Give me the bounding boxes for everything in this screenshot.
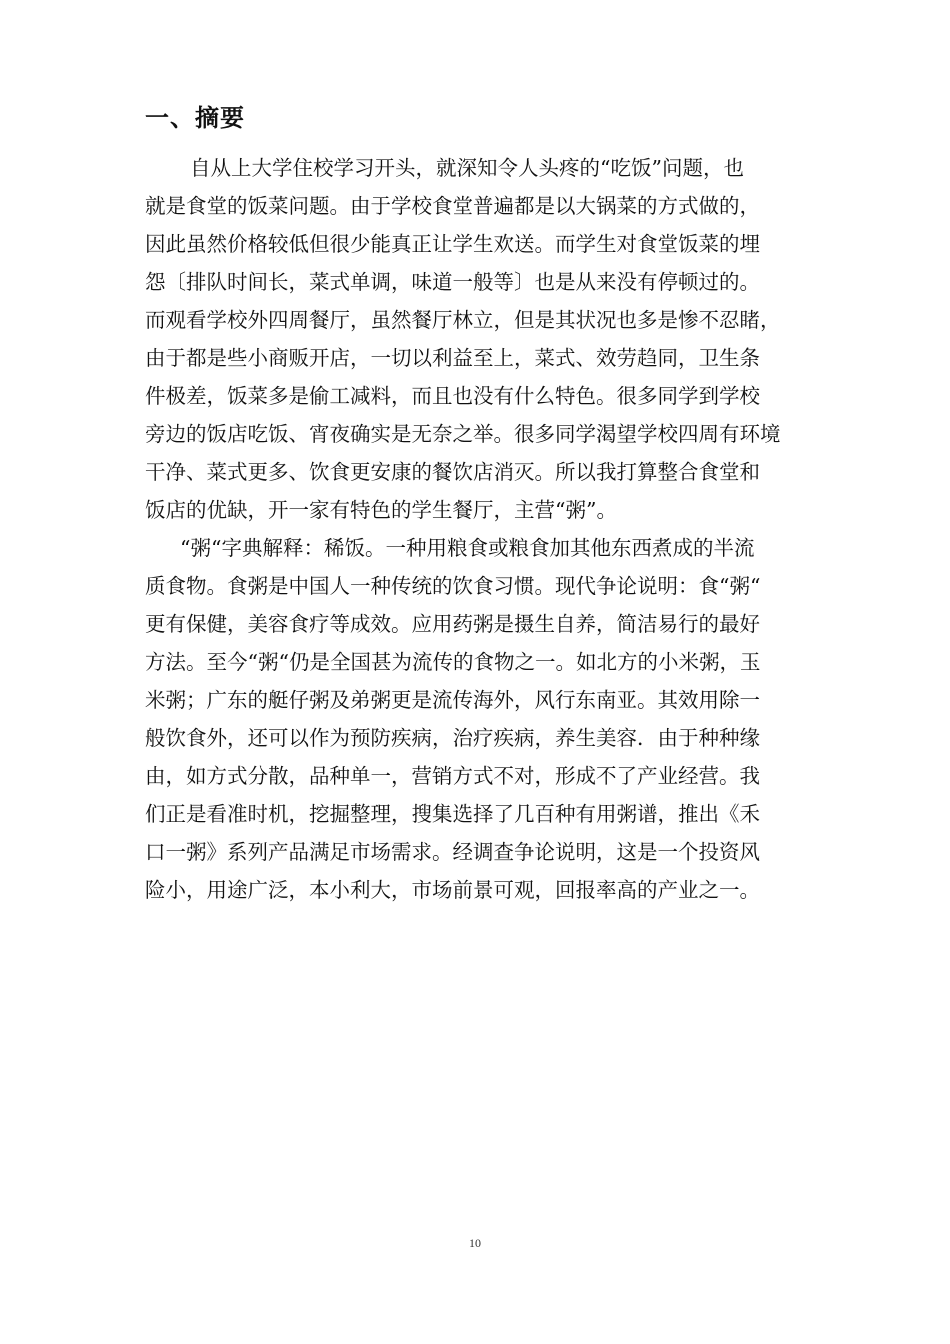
text-line: “粥“字典解释：稀饭。一种用粮食或粮食加其他东西煮成的半流 [180, 536, 755, 560]
text-line: 般饮食外，还可以作为预防疾病，治疗疾病，养生美容．由于种种缘 [145, 726, 760, 750]
text-line: 米粥；广东的艇仔粥及弟粥更是流传海外，风行东南亚。其效用除一 [145, 688, 760, 712]
text-line: 旁边的饭店吃饭、宵夜确实是无奈之举。很多同学渴望学校四周有环境 [145, 422, 781, 446]
text-line: 干净、菜式更多、饮食更安康的餐饮店消灭。所以我打算整合食堂和 [145, 460, 760, 484]
section-heading: 一、摘要 [145, 103, 245, 132]
text-line: 险小，用途广泛，本小利大，市场前景可观，回报率高的产业之一。 [145, 878, 760, 902]
text-line: 由，如方式分散，品种单一，营销方式不对，形成不了产业经营。我 [145, 764, 760, 788]
text-line: 们正是看准时机，挖掘整理，搜集选择了几百种有用粥谱，推出《禾 [145, 802, 760, 826]
text-line: 由于都是些小商贩开店，一切以利益至上，菜式、效劳趋同，卫生条 [145, 346, 760, 370]
page-number: 10 [469, 1236, 481, 1250]
text-line: 就是食堂的饭菜问题。由于学校食堂普遍都是以大锅菜的方式做的， [145, 194, 760, 218]
text-line: 质食物。食粥是中国人一种传统的饮食习惯。现代争论说明：食“粥“ [145, 574, 761, 598]
text-line: 因此虽然价格较低但很少能真正让学生欢送。而学生对食堂饭菜的埋 [145, 232, 760, 256]
text-line: 怨〔排队时间长，菜式单调，味道一般等〕也是从来没有停顿过的。 [145, 270, 760, 294]
text-line: 饭店的优缺，开一家有特色的学生餐厅，主营“粥”。 [145, 498, 617, 522]
text-line: 件极差，饭菜多是偷工减料，而且也没有什么特色。很多同学到学校 [145, 384, 760, 408]
text-line: 口一粥》系列产品满足市场需求。经调查争论说明，这是一个投资风 [145, 840, 760, 864]
text-line: 方法。至今“粥“仍是全国甚为流传的食物之一。如北方的小米粥，玉 [145, 650, 761, 674]
text-line: 而观看学校外四周餐厅，虽然餐厅林立，但是其状况也多是惨不忍睹， [145, 308, 781, 332]
text-line: 自从上大学住校学习开头，就深知令人头疼的“吃饭”问题，也 [190, 156, 744, 180]
text-line: 更有保健，美容食疗等成效。应用药粥是摄生自养，简洁易行的最好 [145, 612, 760, 636]
